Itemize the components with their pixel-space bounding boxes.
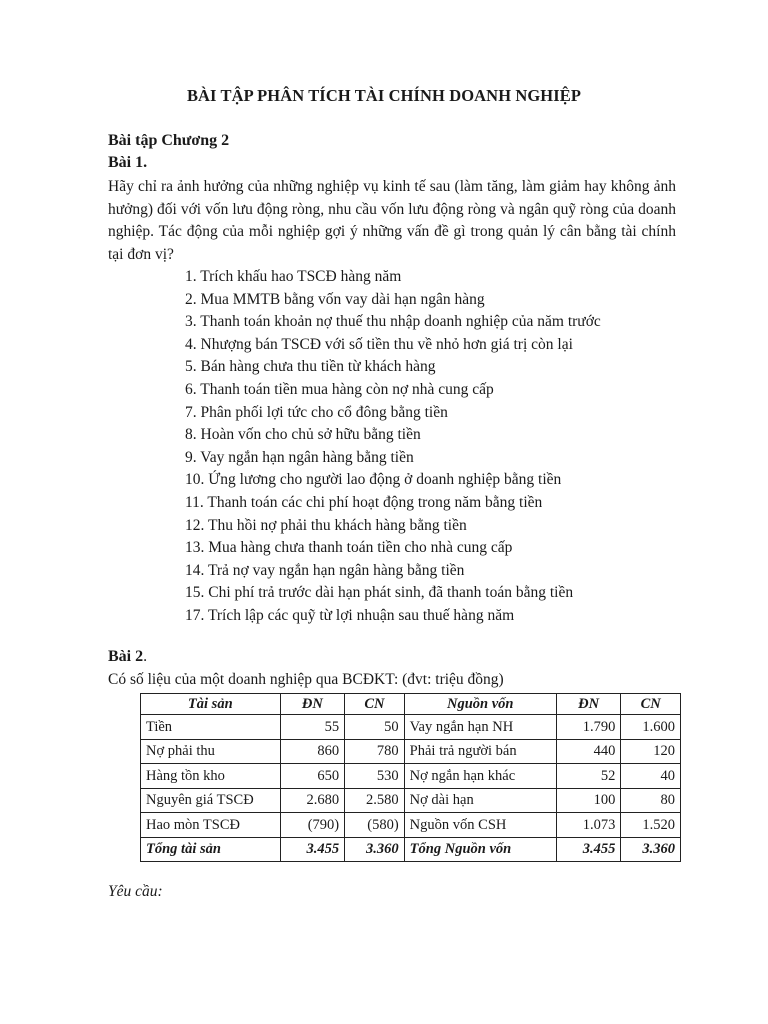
table-cell: 100 — [556, 788, 621, 813]
table-cell: (790) — [280, 813, 345, 838]
requirement-label: Yêu cầu: — [108, 883, 163, 900]
balance-sheet-table — [140, 693, 681, 862]
table-cell: 1.073 — [556, 813, 621, 838]
exercise-1-heading: Bài 1. — [108, 154, 148, 171]
table-cell: 1.600 — [621, 715, 681, 740]
list-item: 2. Mua MMTB bằng vốn vay dài hạn ngân hàng — [185, 290, 485, 308]
table-cell: 2.680 — [280, 788, 345, 813]
exercise-2-heading-text: Bài 2 — [108, 648, 144, 665]
header-assets: Tài sản — [141, 694, 281, 715]
table-cell: 55 — [280, 715, 345, 740]
exercise-2-heading — [108, 648, 147, 666]
table-row — [141, 739, 681, 764]
list-item: 3. Thanh toán khoản nợ thuế thu nhập doanh nghiệp của năm trước — [185, 313, 601, 331]
table-cell: 120 — [621, 739, 681, 764]
table-total-row — [141, 837, 681, 862]
list-item: 6. Thanh toán tiền mua hàng còn nợ nhà cung cấp — [185, 380, 494, 398]
table-cell: Hàng tồn kho — [141, 764, 281, 789]
list-item: 14. Trả nợ vay ngắn hạn ngân hàng bằng tiền — [185, 561, 465, 579]
header-closing: CN — [621, 694, 681, 715]
list-item: 1. Trích khấu hao TSCĐ hàng năm — [185, 268, 402, 285]
list-item: 7. Phân phối lợi tức cho cổ đông bằng tiền — [185, 403, 448, 421]
table-cell: Nợ phải thu — [141, 739, 281, 764]
table-cell: 3.455 — [556, 837, 621, 862]
table-cell: Tổng tài sản — [141, 837, 281, 862]
list-item: 13. Mua hàng chưa thanh toán tiền cho nhà cung cấp — [185, 539, 513, 557]
list-item: 9. Vay ngắn hạn ngân hàng bằng tiền — [185, 448, 414, 466]
table-row — [141, 788, 681, 813]
table-cell: 3.360 — [345, 837, 405, 862]
header-opening: ĐN — [556, 694, 621, 715]
header-opening: ĐN — [280, 694, 345, 715]
table-cell: 52 — [556, 764, 621, 789]
table-cell: 650 — [280, 764, 345, 789]
table-cell: Nguyên giá TSCĐ — [141, 788, 281, 813]
table-cell: 780 — [345, 739, 405, 764]
table-cell: 1.790 — [556, 715, 621, 740]
table-row — [141, 715, 681, 740]
table-cell: 50 — [345, 715, 405, 740]
table-cell: 40 — [621, 764, 681, 789]
table-cell: 2.580 — [345, 788, 405, 813]
list-item: 8. Hoàn vốn cho chủ sở hữu bằng tiền — [185, 426, 421, 444]
document-title: BÀI TẬP PHÂN TÍCH TÀI CHÍNH DOANH NGHIỆP — [186, 86, 582, 105]
table-row — [141, 813, 681, 838]
table-cell: Nguồn vốn CSH — [404, 813, 556, 838]
header-sources: Nguồn vốn — [404, 694, 556, 715]
table-cell: (580) — [345, 813, 405, 838]
task-list — [185, 266, 601, 628]
list-item: 11. Thanh toán các chi phí hoạt động trong năm bằng tiền — [185, 493, 543, 511]
table-cell: Tiền — [141, 715, 281, 740]
table-cell: Phải trả người bán — [404, 739, 556, 764]
list-item: 15. Chi phí trả trước dài hạn phát sinh, đã thanh toán bằng tiền — [185, 584, 574, 602]
table-cell: 3.360 — [621, 837, 681, 862]
table-row — [141, 764, 681, 789]
header-closing: CN — [345, 694, 405, 715]
table-cell: 860 — [280, 739, 345, 764]
exercise-2-heading-dot: . — [143, 648, 148, 665]
list-item: 10. Ứng lương cho người lao động ở doanh nghiệp bằng tiền — [185, 471, 562, 489]
exercise-1-intro: Hãy chỉ ra ảnh hưởng của những nghiệp vụ kinh tế sau (làm tăng, làm giảm hay không ảnh hưởng) đối với vốn lưu động ròng, nhu cầu vốn lưu động ròng và ngân quỹ ròng của doanh nghiệp. Tác động của mỗi nghiệp gợi ý những vấn đề gì trong quản lý cân bằng tài chính tại đơn vị? — [108, 178, 676, 263]
chapter-heading: Bài tập Chương 2 — [108, 132, 230, 149]
table-cell: 3.455 — [280, 837, 345, 862]
table-cell: 440 — [556, 739, 621, 764]
table-cell: 530 — [345, 764, 405, 789]
list-item: 5. Bán hàng chưa thu tiền từ khách hàng — [185, 358, 436, 376]
table-cell: Vay ngắn hạn NH — [404, 715, 556, 740]
list-item: 12. Thu hồi nợ phải thu khách hàng bằng tiền — [185, 516, 467, 534]
table-cell: 80 — [621, 788, 681, 813]
table-cell: Nợ ngắn hạn khác — [404, 764, 556, 789]
table-cell: Hao mòn TSCĐ — [141, 813, 281, 838]
table-cell: 1.520 — [621, 813, 681, 838]
table-header-row — [141, 694, 681, 715]
table-cell: Nợ dài hạn — [404, 788, 556, 813]
list-item: 17. Trích lập các quỹ từ lợi nhuận sau thuế hàng năm — [185, 606, 515, 624]
table-caption: Có số liệu của một doanh nghiệp qua BCĐKT: (đvt: triệu đồng) — [108, 671, 504, 688]
table-cell: Tổng Nguồn vốn — [404, 837, 556, 862]
list-item: 4. Nhượng bán TSCĐ với số tiền thu về nhỏ hơn giá trị còn lại — [185, 335, 573, 353]
